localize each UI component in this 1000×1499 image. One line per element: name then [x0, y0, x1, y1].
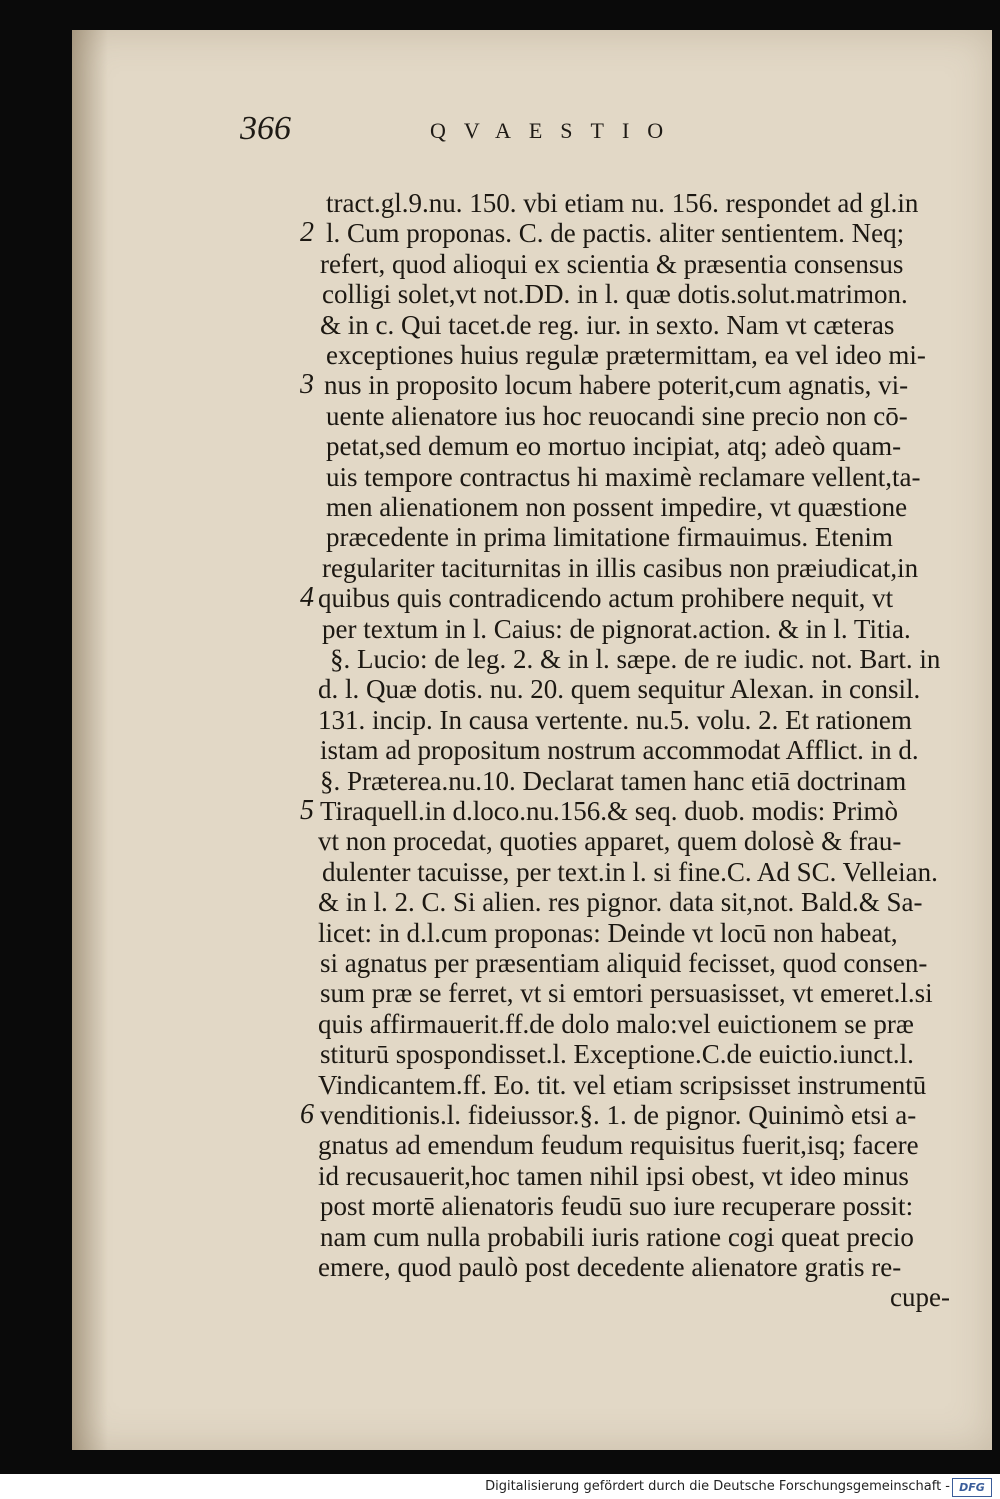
text-line: per textum in l. Caius: de pignorat.action. & in l. Titia. — [322, 613, 911, 644]
page-number: 366 — [240, 110, 291, 147]
text-line: præcedente in prima limitatione firmauimus. Etenim — [326, 522, 893, 553]
text-line: quis affirmauerit.ff.de dolo malo:vel euictionem se præ — [318, 1008, 914, 1039]
text-line: venditionis.l. fideiussor.§. 1. de pignor. Quinimò etsi a- — [320, 1100, 917, 1130]
margin-note-number: 3 — [300, 369, 314, 401]
text-line: regulariter taciturnitas in illis casibus non præiudicat,in — [322, 552, 919, 583]
text-line: tract.gl.9.nu. 150. vbi etiam nu. 156. respondet ad gl.in — [326, 188, 919, 218]
text-line: colligi solet,vt not.DD. in l. quæ dotis.solut.matrimon. — [322, 279, 908, 310]
text-line: l. Cum proponas. C. de pactis. aliter sentientem. Neq; — [326, 218, 905, 249]
text-line: uente alienatore ius hoc reuocandi sine precio non cō- — [326, 400, 908, 431]
text-line: vt non procedat, quoties apparet, quem dolosè & frau- — [318, 826, 902, 857]
text-line: §. Præterea.nu.10. Declarat tamen hanc etiā doctrinam — [320, 765, 907, 796]
text-line: petat,sed demum eo mortuo incipiat, atq; adeò quam- — [326, 431, 902, 462]
running-head: QVAESTIO — [430, 118, 682, 143]
text-line: dulenter tacuisse, per text.in l. si fine.C. Ad SC. Velleian. — [322, 856, 938, 887]
text-line: men alienationem non possent impedire, vt quæstione — [326, 492, 908, 522]
text-line: exceptiones huius regulæ prætermittam, ea vel ideo mi- — [326, 340, 926, 370]
text-line: Tiraquell.in d.loco.nu.156.& seq. duob. modis: Primò — [320, 796, 899, 826]
text-line: istam ad propositum nostrum accommodat Afflict. in d. — [320, 735, 919, 766]
text-line: licet: in d.l.cum proponas: Deinde vt locū non habeat, — [318, 917, 898, 948]
text-line: §. Lucio: de leg. 2. & in l. sæpe. de re iudic. not. Bart. in — [330, 644, 941, 674]
footer-bar — [0, 1474, 1000, 1499]
text-line: post mortē alienatoris feudū suo iure recuperare possit: — [320, 1191, 914, 1222]
text-line: cupe- — [890, 1282, 950, 1313]
text-line: nus in proposito locum habere poterit,cum agnatis, vi- — [324, 370, 909, 401]
funding-notice: Digitalisierung gefördert durch die Deutsche Forschungsgemeinschaft - — [485, 1479, 950, 1494]
text-line: si agnatus per præsentiam aliquid fecisset, quod consen- — [320, 948, 928, 978]
text-line: Vindicantem.ff. Eo. tit. vel etiam scripsisset instrumentū — [318, 1069, 927, 1100]
text-line: quibus quis contradicendo actum prohibere nequit, vt — [318, 583, 894, 614]
text-line: nam cum nulla probabili iuris ratione cogi queat precio — [320, 1221, 914, 1252]
margin-note-number: 2 — [300, 217, 314, 249]
text-line: emere, quod paulò post decedente alienatore gratis re- — [318, 1252, 902, 1282]
text-line: & in l. 2. C. Si alien. res pignor. data sit,not. Bald.& Sa- — [318, 887, 923, 918]
text-line: refert, quod alioqui ex scientia & præsentia consensus — [320, 248, 904, 279]
text-line: & in c. Qui tacet.de reg. iur. in sexto. Nam vt cæteras — [320, 309, 895, 340]
margin-note-number: 4 — [300, 582, 314, 614]
text-line: uis tempore contractus hi maximè reclamare vellent,ta- — [326, 461, 921, 492]
dfg-logo-icon: DFG — [952, 1478, 992, 1497]
text-line: stiturū spospondisset.l. Exceptione.C.de euictio.iunct.l. — [320, 1039, 914, 1070]
text-line: id recusauerit,hoc tamen nihil ipsi obest, vt ideo minus — [318, 1160, 909, 1191]
text-line: sum præ se ferret, vt si emtori persuasisset, vt emeret.l.si — [320, 978, 933, 1009]
text-line: d. l. Quæ dotis. nu. 20. quem sequitur Alexan. in consil. — [318, 674, 921, 705]
text-line: gnatus ad emendum feudum requisitus fuerit,isq; facere — [318, 1130, 919, 1161]
margin-note-number: 5 — [300, 795, 314, 826]
text-line: 131. incip. In causa vertente. nu.5. volu. 2. Et rationem — [318, 704, 912, 735]
margin-note-number: 6 — [300, 1099, 314, 1130]
